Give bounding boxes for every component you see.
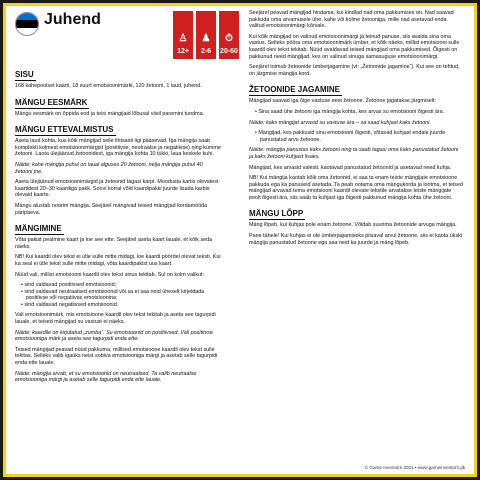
mangimine-nb: NB! Kui kaardil olev tekst ei ütle sulle mitte midagi, loe kaardi pöördel olevat teksti. Kui ka seal ei ütle tekst sulle mitte midagi, võta kaardipakist uus kaart. bbox=[15, 254, 221, 267]
jagamine-p1: Mängijad saavad iga õige vastuse eest žetoone. Žetoone jagatakse järgmiselt: bbox=[249, 98, 436, 105]
time-badge: ⏱ 20-60 bbox=[219, 11, 239, 59]
game-info-badges bbox=[173, 11, 239, 59]
mangimine-p3: Vali emotsioonimärk, mis emotsioone kaardil olev tekst tekitab ja aseta see tagurpidi lauale, et teised mängijad su vastust ei näeks. bbox=[15, 312, 216, 326]
jagamine-example-2: Näide: mängija panustas kaks žetooni ning ta saab tagasi oma kaks panustatud žetooni ja kaks žetooni kuhjast lisaks. bbox=[249, 147, 459, 160]
ettevalmistus-example: Näide: kahe mängija puhul on laual alguses 20 žetooni, nelja mängija puhul 40 žetooni jne. bbox=[15, 161, 203, 175]
heading-sisu: SISU bbox=[15, 70, 34, 79]
ettevalmistus-p2: Aseta ülejäänud emotsioonimärgid ja žetoonid tagasi karpi. Moodusta kartis olevatest kaartidest 20–30 kaardiga pakk. Soovi korral võid kaardipakki juurde lisada karbis olevaid kaarte. bbox=[15, 179, 219, 199]
left-column bbox=[15, 66, 221, 388]
jagamine-p2: Mängijad, kes arvasid valesti, kaotavad panustatud žetoonid ja asetavad need kuhja. bbox=[249, 164, 452, 171]
intro-p1: Seejärel peavad mängijad hindama, kui kindlad nad oma pakkumises on. Nad saavad pakkuda oma arvamusele ühe, kahe või kolme žetooniga, mille nad asetavad enda valitud emotsioonimärgi kõrvale. bbox=[249, 10, 454, 30]
people-icon: ♟ bbox=[201, 33, 211, 44]
list-item: • sind valdavad negatiivsed emotsioonid. bbox=[21, 302, 221, 309]
mangimine-p1: Võta pakist pealmine kaart ja loe see ette. Seejärel aseta kaart lauale, et kõik seda näeks. bbox=[15, 237, 213, 250]
rules-sheet bbox=[3, 3, 477, 477]
intro-p2: Kui kõik mängijad on valinud emotsioonimärgi ja teinud panuse, siis avalda sina oma vastus. Selleks pööra oma emotsioonimärk ümber, et kõik näeks, millist emotsiooni sulle kaardil olev tekst tekitab. Nüüd avaldavad teised mängijad oma pakkumised. Õigesti on pakkunud need mängijad, kes on valinud sinuga samasuguse emotsioonimärgi. bbox=[249, 33, 460, 60]
lopp-p1: Mäng lõpeb, kui kuhjas pole enam žetoone. Võidab suurima žetoonide arvuga mängija. bbox=[249, 222, 457, 229]
ettevalmistus-p3: Mängu alustab noorim mängija. Seejärel mängivad teised mängijad kordamööda päripäeva. bbox=[15, 202, 208, 216]
copyright-footer: © Game Inventors 2021 • www.gameinventors.dk bbox=[364, 465, 465, 470]
heading-mangimine: MÄNGIMINE bbox=[15, 224, 62, 234]
ettevalmistus-p1: Aseta laud kohta, kus kõik mängijad selle lihtsasti ligi pääsevad. Iga mängija saab komplekti kolmest emotsioonimärgist (positiivse, neutraalse ja negatiivse) ning kümme žetooni. Laota ülejäänud žetoonidest, iga mängija kohta 10 tükki, laua keskele kuhi. bbox=[15, 138, 221, 158]
heading-lopp: MÄNGU LÕPP bbox=[249, 209, 304, 219]
mangimine-example-2: Näide: mängija arvab, et su emotsioonid on neutraalsed. Ta valib neutraalse emotsiooniga märgi ja asetab selle tagurpidi enda ette lauale. bbox=[15, 370, 197, 384]
list-item: • Sina saad ühe žetooni iga mängija kohta, kes arvas su emotsiooni õigesti ära. bbox=[255, 109, 463, 116]
eesmark-text: Mängu eesmärk on õppida end ja teisi mängijaid lõbusal viisil paremini tundma. bbox=[15, 110, 205, 117]
mangimine-choice-list bbox=[21, 282, 221, 308]
mangimine-p4: Teised mängijad peavad nüüd pakkuma, millised emotsioone kaardil olev tekst sulle tekitas. Selleks valib igaüks neist sobiva emotsiooniga märgi ja asetab selle tagurpidi enda ette lauale. bbox=[15, 346, 218, 367]
estonian-flag-icon bbox=[15, 12, 39, 36]
players-badge: ♟ 2-6 bbox=[196, 11, 216, 59]
page-title: Juhend bbox=[44, 11, 101, 28]
heading-eesmark: MÄNGU EESMÄRK bbox=[15, 97, 88, 107]
heading-jagamine: ŽETOONIDE JAGAMINE bbox=[249, 85, 340, 95]
mangimine-example-1: Näide: kaardile on kirjutatud „zumba“. Su emotsioonid on positiivsed. Vali positiivse emotsiooniga märk ja aseta see tagurpidi enda ette. bbox=[15, 329, 213, 343]
heading-ettevalmistus: MÄNGU ETTEVALMISTUS bbox=[15, 125, 114, 135]
list-item: • Mängijad, kes pakkusid sinu emotsiooni õigesti, võtavad kuhjast endale juurde panustatud arvu žetoone. bbox=[255, 130, 463, 143]
age-badge: ♙ 12+ bbox=[173, 11, 193, 59]
sisu-text: 168 kahepoolset kaarti, 18 suurt emotsioonimärki, 120 žetooni, 1 laud, juhend. bbox=[15, 83, 202, 89]
jagamine-example-1: Näide: kaks mängijat arvasid su vastuse ära – sa saad kuhjast kaks žetooni. bbox=[249, 119, 431, 126]
jagamine-list bbox=[255, 109, 463, 116]
right-column bbox=[249, 10, 463, 250]
list-item: • sind valdavad positiivsed emotsioonid; bbox=[21, 282, 221, 289]
lopp-p2: Pane tähele! Kui kuhjas ei ole ümberjagamiseks piisaval arvul žetoone, siis ei kaota ükski mängija panustatud žetoone ega saa neid ka juurde ja mäng lõpeb. bbox=[249, 233, 463, 246]
jagamine-list-2 bbox=[255, 130, 463, 143]
intro-p3: Seejärel toimub žetoonide ümberjagamine (vt: „Žetoonide jagamine“). Kui see on tehtud, on järgmise mängija kord. bbox=[249, 64, 460, 77]
timer-icon: ⏱ bbox=[225, 33, 233, 44]
list-item: • sind valdavad neutraalsed emotsioonid või sa ei saa neid üheselt kirjeldada positiivse või negatiivse emotsioonina; bbox=[21, 289, 221, 302]
jagamine-nb: NB! Kui mängija kaotab kõik oma žetoonid, ei saa ta enam teiste mängijate emotsioone pakkuda ega ka panuseid asetada. Ta peab ootama oma mängukorda ja lootma, et teised mängijad arvavad tema emotsiooni kaardil olevate tekstile arvatakse teiste mängijate poolt õigesti ära, siis saab ta kuhjast iga õigesti pakkunud mängija kohta ühe žetooni. bbox=[249, 175, 463, 201]
players-icon: ♙ bbox=[178, 33, 188, 44]
mangimine-p2: Nüüd vali, millist emotsiooni kaardil olev tekst sinus tekitab. Sul on kolm valikut: bbox=[15, 271, 205, 278]
